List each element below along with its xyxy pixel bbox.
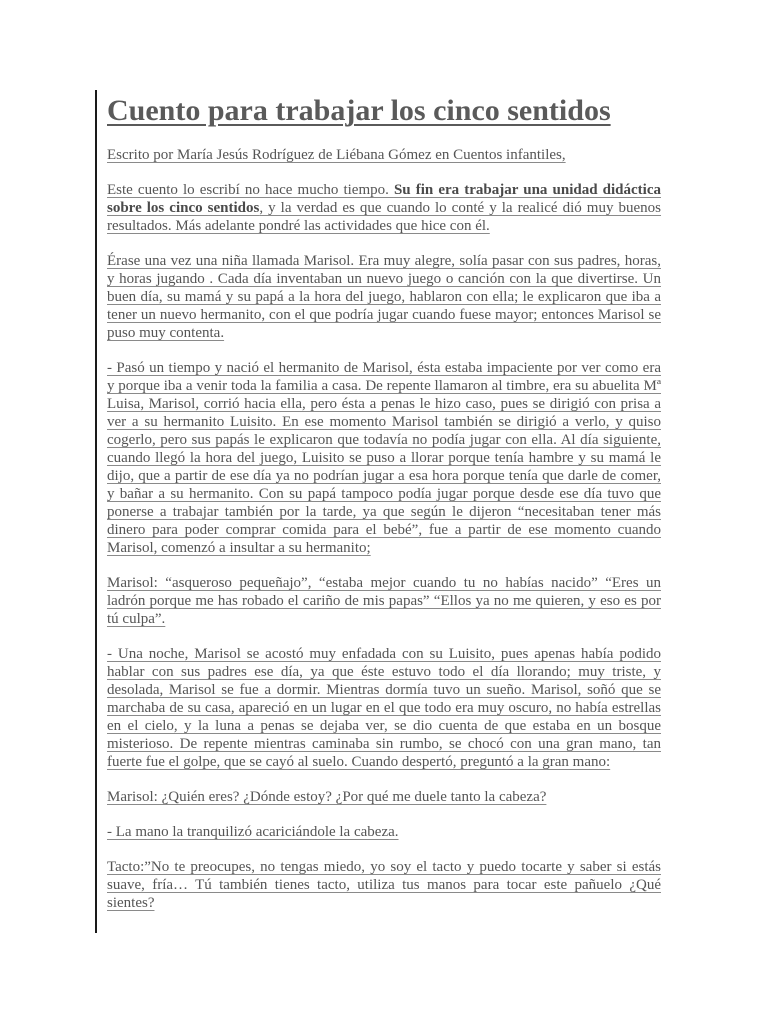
page-margin-rule [95,90,97,933]
story-paragraph-5: Marisol: ¿Quién eres? ¿Dónde estoy? ¿Por qué me duele tanto la cabeza? [107,789,547,805]
document-title: Cuento para trabajar los cinco sentidos [107,94,611,127]
intro-paragraph [107,181,661,235]
intro-text-start: Este cuento lo escribí no hace mucho tiempo. [107,182,394,198]
story-paragraph-1: Érase una vez una niña llamada Marisol. Era muy alegre, solía pasar con sus padres, horas, y horas jugando . Cada día inventaban un nuevo juego o canción con la que divertirse. Un buen día, su mamá y su papá a la hora del juego, hablaron con ella; le explicaron que iba a tener un nuevo hermanito, con el que podría jugar cuando fuese mayor; entonces Marisol se puso muy contenta. [107,253,661,341]
intro-bold-text: Su fin era trabajar una unidad didáctica sobre los cinco sentidos [107,182,661,216]
byline: Escrito por María Jesús Rodríguez de Liébana Gómez en Cuentos infantiles, [107,147,566,163]
story-paragraph-4: - Una noche, Marisol se acostó muy enfadada con su Luisito, pues apenas había podido hablar con sus padres ese día, ya que éste estuvo todo el día llorando; muy triste, y desolada, Marisol se fue a dormir. Mientras dormía tuvo un sueño. Marisol, soñó que se marchaba de su casa, apareció en un lugar en el que todo era muy oscuro, no había estrellas en el cielo, y la luna a penas se dejaba ver, se dio cuenta de que estaba en un bosque misterioso. De repente mientras caminaba sin rumbo, se chocó con una gran mano, tan fuerte fue el golpe, que se cayó al suelo. Cuando despertó, preguntó a la gran mano: [107,646,661,770]
story-paragraph-3: Marisol: “asqueroso pequeñajo”, “estaba mejor cuando tu no habías nacido” “Eres un ladrón porque me has robado el cariño de mis papas” “Ellos ya no me quieren, y eso es por tú culpa”. [107,575,661,627]
story-paragraph-6: - La mano la tranquilizó acariciándole la cabeza. [107,824,399,840]
document-body [107,92,661,929]
story-paragraph-2: - Pasó un tiempo y nació el hermanito de Marisol, ésta estaba impaciente por ver como era y porque iba a venir toda la familia a casa. De repente llamaron al timbre, era su abuelita Mª Luisa, Marisol, corrió hacia ella, pero ésta a penas le hizo caso, pues se dirigió con prisa a ver a su hermanito Luisito. En ese momento Marisol también se dirigió a verlo, y quiso cogerlo, pero sus papás le explicaron que todavía no podía jugar con ella. Al día siguiente, cuando llegó la hora del juego, Luisito se puso a llorar porque tenía hambre y su mamá le dijo, que a partir de ese día ya no podrían jugar a esa hora porque tenía que darle de comer, y bañar a su hermanito. Con su papá tampoco podía jugar porque desde ese día tuvo que ponerse a trabajar también por la tarde, ya que según le dijeron “necesitaban tener más dinero para poder comprar comida para el bebé”, fue a partir de ese momento cuando Marisol, comenzó a insultar a su hermanito; [107,360,661,556]
intro-text-end: , y la verdad es que cuando lo conté y la realicé dió muy buenos resultados. Más adelante pondré las actividades que hice con él. [107,200,662,234]
story-paragraph-7: Tacto:”No te preocupes, no tengas miedo, yo soy el tacto y puedo tocarte y saber si estás suave, fría… Tú también tienes tacto, utiliza tus manos para tocar este pañuelo ¿Qué sientes? [107,859,661,911]
